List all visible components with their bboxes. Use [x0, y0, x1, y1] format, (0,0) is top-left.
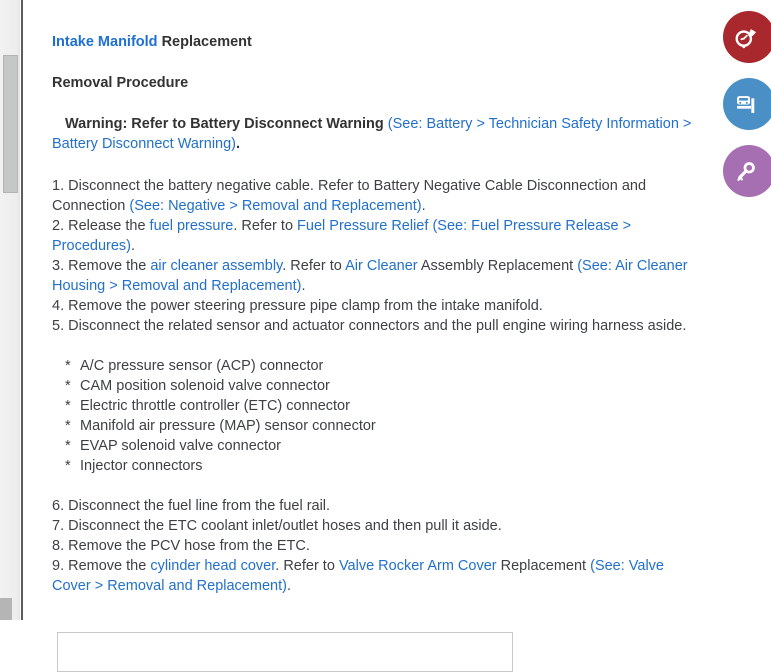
text-run: 6. Disconnect the fuel line from the fuel rail.: [52, 498, 331, 514]
inline-link[interactable]: Air Cleaner: [345, 258, 418, 274]
text-run: . Refer to: [282, 258, 346, 274]
step-5: [52, 316, 700, 336]
text-run: .: [236, 136, 241, 152]
list-item-text: A/C pressure sensor (ACP) connector: [80, 358, 324, 374]
list-item: [65, 376, 700, 396]
list-item: [65, 456, 700, 476]
step-7: [52, 516, 700, 536]
gauge-wrench-icon: [732, 24, 767, 51]
text-run: .: [421, 198, 426, 214]
step-1: [52, 176, 700, 216]
bullet-marker: *: [65, 418, 71, 434]
inline-link[interactable]: (See: Air Cleaner Housing > Removal and Replacement): [52, 258, 688, 294]
vertical-scrollbar-track[interactable]: [0, 0, 20, 620]
list-item-text: Electric throttle controller (ETC) connector: [80, 398, 350, 414]
car-lift-icon: [732, 91, 767, 118]
text-run: . Refer to: [275, 558, 339, 574]
inline-link[interactable]: (See: Fuel Pressure Release > Procedures): [52, 218, 632, 254]
list-item-text: Manifold air pressure (MAP) sensor connector: [80, 418, 376, 434]
connector-bullet-list: [52, 356, 700, 476]
text-run: Replacement: [157, 34, 252, 50]
vertical-scrollbar-thumb[interactable]: [3, 55, 18, 193]
list-item: [65, 416, 700, 436]
inline-link[interactable]: Fuel Pressure Relief: [297, 218, 429, 234]
step-9: [52, 556, 700, 596]
document-text-column: [52, 32, 700, 672]
vehicle-lift-button[interactable]: [723, 78, 771, 130]
text-run: 2. Release the: [52, 218, 150, 234]
list-item-text: EVAP solenoid valve connector: [80, 438, 281, 454]
text-run: 9. Remove the: [52, 558, 151, 574]
text-run: 8. Remove the PCV hose from the ETC.: [52, 538, 310, 554]
text-run: Replacement: [496, 558, 591, 574]
step-8: [52, 536, 700, 556]
horizontal-scrollbar-thumb[interactable]: [0, 598, 12, 620]
steps-1-5: [52, 176, 700, 336]
inline-link[interactable]: Valve Rocker Arm Cover: [338, 558, 497, 574]
bullet-marker: *: [65, 438, 71, 454]
inline-link[interactable]: cylinder head cover: [150, 558, 276, 574]
bullet-marker: *: [65, 398, 71, 414]
text-run: .: [286, 578, 291, 594]
inline-link[interactable]: (See: Valve Cover > Removal and Replacement): [52, 558, 664, 594]
text-run: 4. Remove the power steering pressure pipe clamp from the intake manifold.: [52, 298, 543, 314]
inline-link[interactable]: air cleaner assembly: [150, 258, 283, 274]
bullet-marker: *: [65, 458, 71, 474]
diagnostics-button[interactable]: [723, 11, 771, 63]
section-heading: Removal Procedure: [52, 75, 189, 91]
text-run: 3. Remove the: [52, 258, 151, 274]
inline-link[interactable]: (See: Battery > Technician Safety Information > Battery Disconnect Warning): [52, 116, 692, 152]
step-4: [52, 296, 700, 316]
text-run: .: [130, 238, 136, 254]
inline-link[interactable]: (See: Negative > Removal and Replacement): [129, 198, 422, 214]
bullet-marker: *: [65, 358, 71, 374]
text-run: .: [301, 278, 306, 294]
text-run: . Refer to: [233, 218, 298, 234]
key-icon: [732, 158, 767, 185]
list-item: [65, 436, 700, 456]
key-button[interactable]: [723, 145, 771, 197]
list-item-text: Injector connectors: [80, 458, 203, 474]
steps-6-9: [52, 496, 700, 596]
list-item: [65, 396, 700, 416]
warning-paragraph: [52, 114, 700, 154]
document-content: [24, 0, 771, 620]
step-2: [52, 216, 700, 256]
list-item: [65, 356, 700, 376]
figure-placeholder: [57, 632, 513, 672]
page-title: [52, 32, 700, 52]
step-6: [52, 496, 700, 516]
text-run: 7. Disconnect the ETC coolant inlet/outlet hoses and then pull it aside.: [52, 518, 502, 534]
list-item-text: CAM position solenoid valve connector: [80, 378, 330, 394]
text-run: 5. Disconnect the related sensor and actuator connectors and the pull engine wiring harness aside.: [52, 318, 687, 334]
inline-link[interactable]: fuel pressure: [149, 218, 234, 234]
text-run: Assembly Replacement: [417, 258, 578, 274]
text-run: 1. Disconnect the battery negative cable. Refer to Battery Negative Cable Disconnection and Connection: [52, 178, 647, 214]
step-3: [52, 256, 700, 296]
content-panel-edge: [21, 0, 23, 620]
text-run: Warning: Refer to Battery Disconnect Warning: [65, 116, 388, 132]
bullet-marker: *: [65, 378, 71, 394]
inline-link[interactable]: Intake Manifold: [52, 34, 158, 50]
